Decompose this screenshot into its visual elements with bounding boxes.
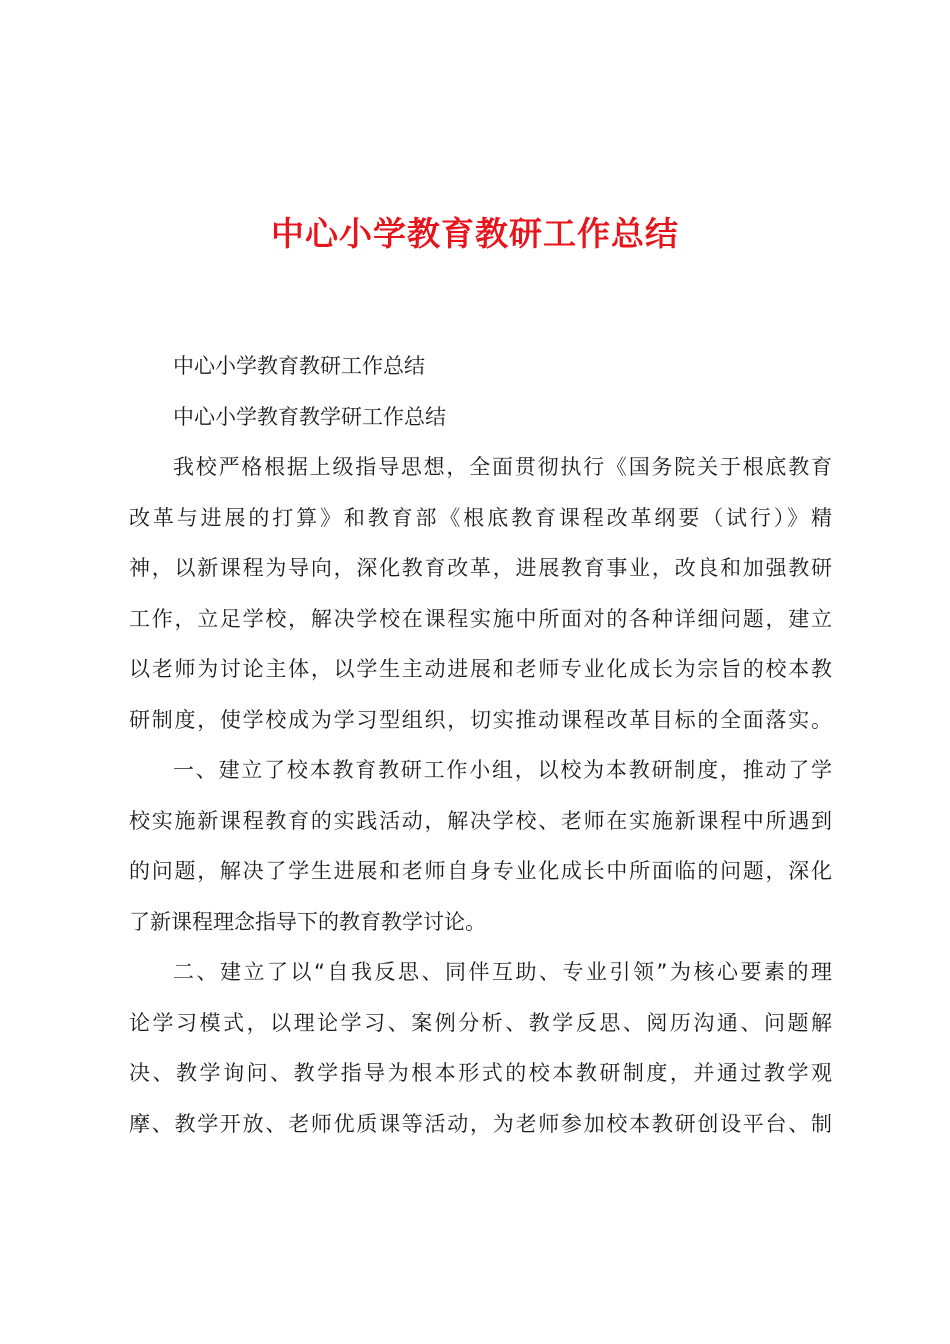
body-line: 中心小学教育教学研工作总结 bbox=[173, 404, 446, 429]
body-line: 决、教学询问、教学指导为根本形式的校本教研制度，并通过教学观 bbox=[129, 1061, 832, 1085]
body-line: 一、建立了校本教育教研工作小组，以校为本教研制度，推动了学 bbox=[173, 758, 832, 782]
body-line: 校实施新课程教育的实践活动，解决学校、老师在实施新课程中所遇到 bbox=[129, 808, 832, 833]
document-body bbox=[129, 341, 832, 1149]
body-line: 神，以新课程为导向，深化教育改革，进展教育事业，改良和加强教研 bbox=[129, 556, 832, 580]
body-line: 二、建立了以“自我反思、同伴互助、专业引领”为核心要素的理 bbox=[173, 960, 832, 984]
body-line: 研制度，使学校成为学习型组织，切实推动课程改革目标的全面落实。 bbox=[129, 707, 832, 732]
body-line: 摩、教学开放、老师优质课等活动，为老师参加校本教研创设平台、制 bbox=[129, 1111, 832, 1136]
document-title: 中心小学教育教研工作总结 bbox=[271, 214, 679, 253]
body-line: 论学习模式，以理论学习、案例分析、教学反思、阅历沟通、问题解 bbox=[129, 1010, 832, 1035]
body-line: 了新课程理念指导下的教育教学讨论。 bbox=[129, 909, 486, 934]
body-line: 的问题，解决了学生进展和老师自身专业化成长中所面临的问题，深化 bbox=[129, 859, 832, 883]
body-line: 工作，立足学校，解决学校在课程实施中所面对的各种详细问题，建立 bbox=[129, 606, 832, 631]
body-line: 以老师为讨论主体，以学生主动进展和老师专业化成长为宗旨的校本教 bbox=[129, 657, 832, 681]
body-line: 我校严格根据上级指导思想，全面贯彻执行《国务院关于根底教育 bbox=[173, 455, 832, 479]
body-line: 中心小学教育教研工作总结 bbox=[173, 354, 425, 378]
body-line: 改革与进展的打算》和教育部《根底教育课程改革纲要（试行）》精 bbox=[129, 505, 832, 530]
